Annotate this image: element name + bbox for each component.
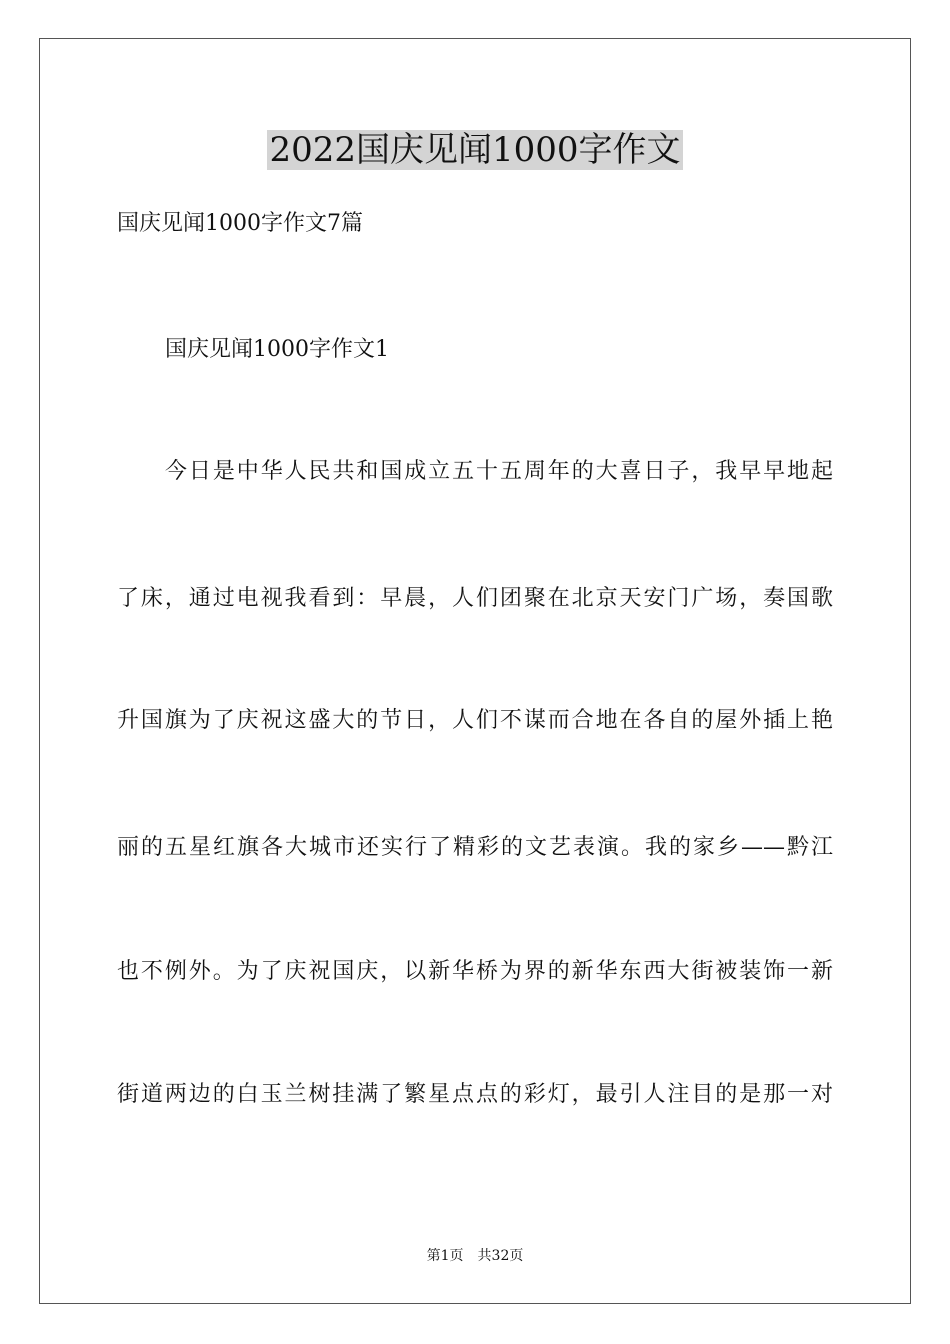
paragraph-line-3: 升国旗为了庆祝这盛大的节日，人们不谋而合地在各自的屋外插上艳 <box>117 708 833 733</box>
page-total: 共32页 <box>477 1248 524 1264</box>
paragraph-line-5: 也不例外。为了庆祝国庆，以新华桥为界的新华东西大街被装饰一新 <box>117 959 833 984</box>
paragraph-line-1: 今日是中华人民共和国成立五十五周年的大喜日子，我早早地起 <box>165 459 833 484</box>
paragraph-line-4: 丽的五星红旗各大城市还实行了精彩的文艺表演。我的家乡——黔江 <box>117 835 833 860</box>
section-heading: 国庆见闻1000字作文1 <box>165 337 389 362</box>
document-subtitle: 国庆见闻1000字作文7篇 <box>117 211 363 236</box>
document-title-container <box>0 128 950 172</box>
document-title: 2022国庆见闻1000字作文 <box>269 130 681 170</box>
page-footer <box>0 1246 950 1266</box>
paragraph-line-6: 街道两边的白玉兰树挂满了繁星点点的彩灯，最引人注目的是那一对 <box>117 1082 833 1107</box>
page-number: 第1页 <box>426 1248 464 1264</box>
paragraph-line-2: 了床，通过电视我看到：早晨，人们团聚在北京天安门广场，奏国歌 <box>117 586 833 611</box>
